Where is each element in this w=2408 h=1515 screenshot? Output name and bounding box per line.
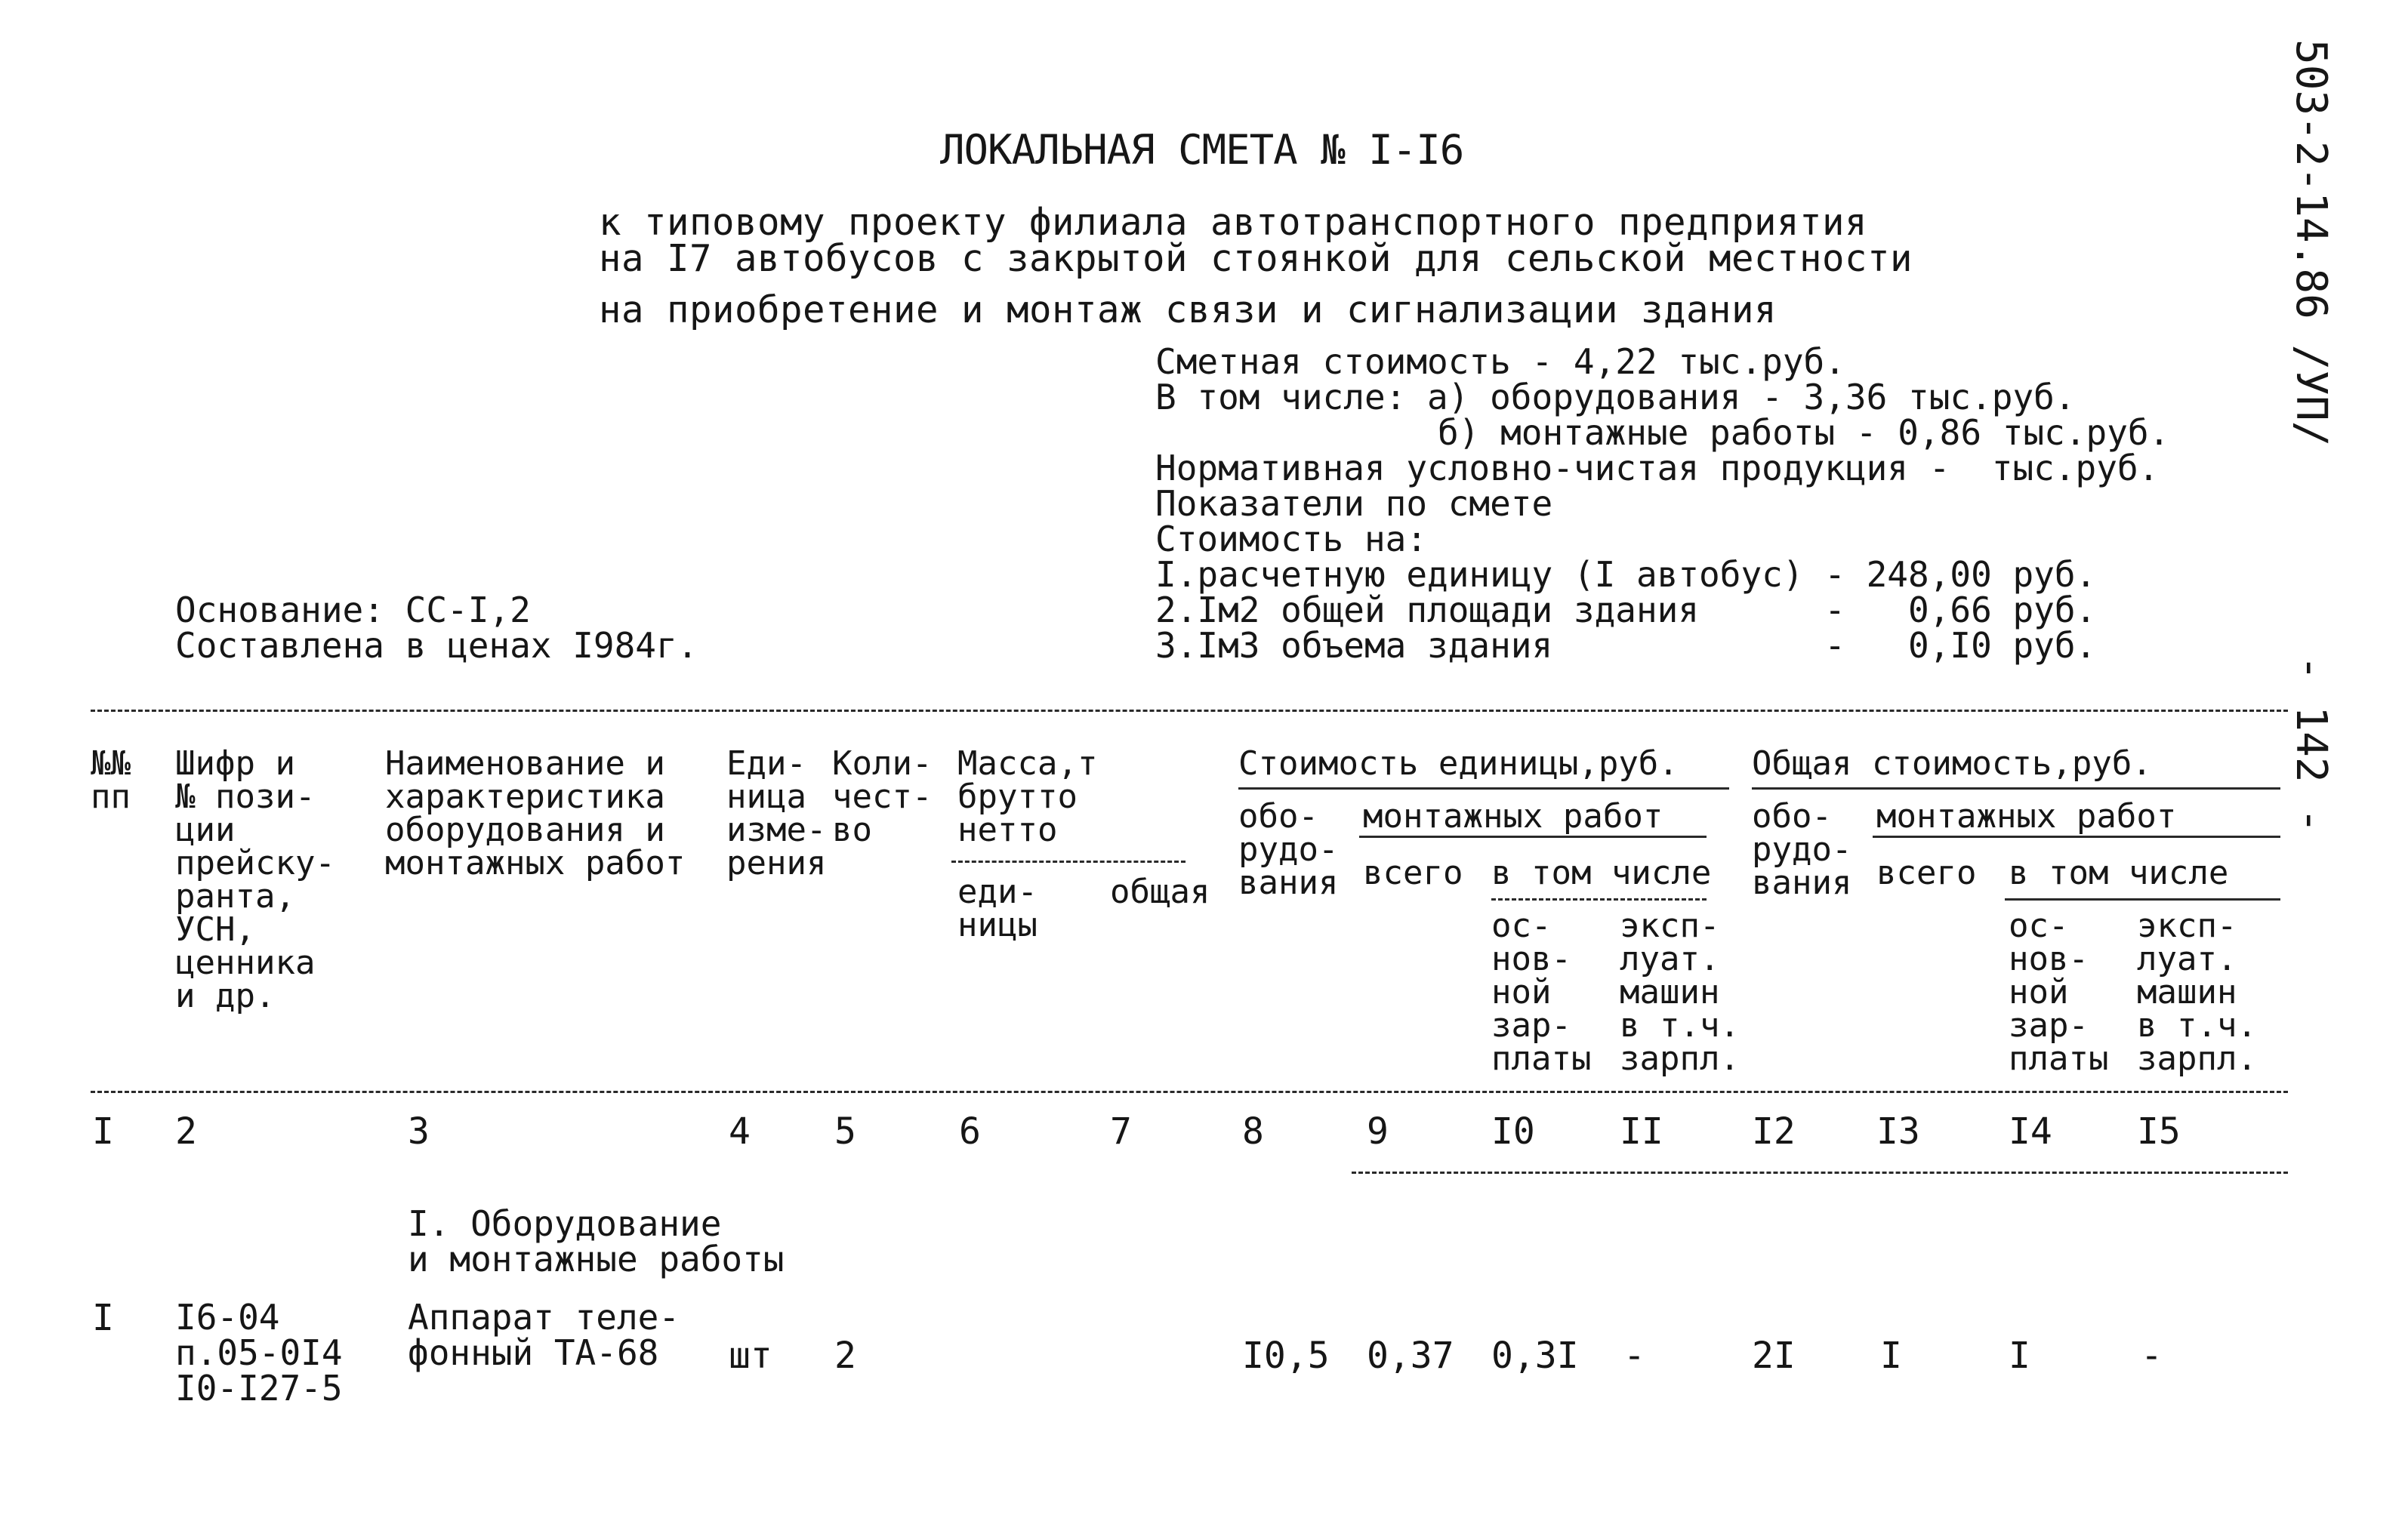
unit-wages-header: ос- нов- ной зар- платы <box>1491 907 1592 1078</box>
numbers-bottom-rule <box>1352 1172 2288 1174</box>
col-header-mass-total: общая <box>1110 873 1210 911</box>
col-number: 5 <box>834 1110 856 1153</box>
col-header-mass-unit: еди- ницы <box>957 873 1038 944</box>
row-unit: шт <box>729 1335 772 1377</box>
indicators-label: Показатели по смете <box>1155 483 1553 524</box>
unit-cost-header: Стоимость единицы,руб. <box>1238 744 1679 783</box>
subtitle-line-3: на приобретение и монтаж связи и сигнализации здания <box>599 288 1777 331</box>
unit-equipment-header: обо- рудо- вания <box>1238 797 1339 902</box>
unit-machines-header: эксп- луат. машин в т.ч. зарпл. <box>1620 907 1740 1078</box>
col-number: I2 <box>1752 1110 1796 1153</box>
col-header-code: Шифр и № пози- ции прейску- ранта, УСН, ценника и др. <box>175 744 335 1015</box>
col-header-unit: Еди- ница изме- рения <box>726 744 827 882</box>
row-machines-total: - <box>2141 1335 2163 1377</box>
row-install-total: I <box>1880 1335 1902 1377</box>
row-wages-unit: 0,3I <box>1491 1335 1579 1377</box>
row-name: Аппарат теле- фонный ТА-68 <box>408 1297 680 1373</box>
unit-cost-rule <box>1238 787 1729 790</box>
subtitle-line-2: на I7 автобусов с закрытой стоянкой для сельской местности <box>599 237 1913 280</box>
col-header-qty: Коли- чест- во <box>832 744 933 849</box>
prices-line: Составлена в ценах I984г. <box>175 625 698 666</box>
total-equipment-header: обо- рудо- вания <box>1752 797 1852 902</box>
estimated-cost: Сметная стоимость - 4,22 тыс.руб. <box>1155 341 1845 382</box>
normative-output: Нормативная условно-чистая продукция - тыс.руб. <box>1155 448 2160 488</box>
indicator-per-bus: I.расчетную единицу (I автобус) - 248,00 руб. <box>1155 554 2097 595</box>
row-number: I <box>92 1297 114 1339</box>
col-number: I <box>92 1110 114 1153</box>
row-equip-total: 2I <box>1752 1335 1796 1377</box>
col-number: I3 <box>1876 1110 1920 1153</box>
indicator-per-m2: 2.Iм2 общей площади здания - 0,66 руб. <box>1155 590 2097 630</box>
col-number: II <box>1620 1110 1663 1153</box>
total-wages-header: ос- нов- ной зар- платы <box>2009 907 2109 1078</box>
col-header-mass: Масса,т брутто нетто <box>957 744 1098 849</box>
incl-installation: б) монтажные работы - 0,86 тыс.руб. <box>1438 412 2170 453</box>
indicator-per-m3: 3.Iм3 объема здания - 0,I0 руб. <box>1155 625 2097 666</box>
total-install-header: монтажных работ <box>1876 797 2177 836</box>
incl-equipment: В том числе: а) оборудования - 3,36 тыс.руб. <box>1155 377 2076 417</box>
table-top-rule <box>91 710 2288 712</box>
col-number: I5 <box>2137 1110 2181 1153</box>
document-title: ЛОКАЛЬНАЯ СМЕТА № I-I6 <box>940 126 1464 174</box>
install-rule-2 <box>1873 836 2280 838</box>
page-number: - 142 - <box>2286 655 2336 834</box>
row-qty: 2 <box>834 1335 856 1377</box>
total-cost-rule <box>1752 787 2280 790</box>
col-number: 4 <box>729 1110 751 1153</box>
document-code: 503-2-14.86 /УП/ <box>2286 39 2336 447</box>
basis-line: Основание: СС-I,2 <box>175 590 531 630</box>
unit-incl-header: в том числе <box>1491 854 1712 892</box>
col-number: 3 <box>408 1110 430 1153</box>
total-machines-header: эксп- луат. машин в т.ч. зарпл. <box>2137 907 2257 1078</box>
total-install-total-header: всего <box>1876 854 1977 892</box>
col-number: I4 <box>2009 1110 2052 1153</box>
row-install-unit: 0,37 <box>1367 1335 1454 1377</box>
row-wages-total: I <box>2009 1335 2030 1377</box>
incl-rule-1 <box>1491 898 1707 901</box>
unit-install-header: монтажных работ <box>1363 797 1663 836</box>
incl-rule-2 <box>2005 898 2280 901</box>
col-number: 9 <box>1367 1110 1389 1153</box>
row-machines-unit: - <box>1623 1335 1645 1377</box>
col-number: 2 <box>175 1110 197 1153</box>
header-bottom-rule <box>91 1091 2288 1093</box>
col-number: I0 <box>1491 1110 1535 1153</box>
section-title: I. Оборудование и монтажные работы <box>408 1203 785 1279</box>
col-header-name: Наименование и характеристика оборудования и монтажных работ <box>385 744 686 882</box>
col-number: 8 <box>1242 1110 1264 1153</box>
row-code: I6-04 п.05-0I4 I0-I27-5 <box>175 1297 343 1409</box>
mass-rule <box>951 861 1186 863</box>
col-number: 7 <box>1110 1110 1132 1153</box>
total-cost-header: Общая стоимость,руб. <box>1752 744 2152 783</box>
subtitle-line-1: к типовому проекту филиала автотранспортного предприятия <box>599 201 1868 244</box>
total-incl-header: в том числе <box>2009 854 2229 892</box>
install-rule-1 <box>1359 836 1707 838</box>
col-header-no: №№ пп <box>91 744 131 816</box>
col-number: 6 <box>959 1110 981 1153</box>
unit-install-total-header: всего <box>1363 854 1463 892</box>
cost-on-label: Стоимость на: <box>1155 519 1428 559</box>
row-equip-unit: I0,5 <box>1242 1335 1330 1377</box>
